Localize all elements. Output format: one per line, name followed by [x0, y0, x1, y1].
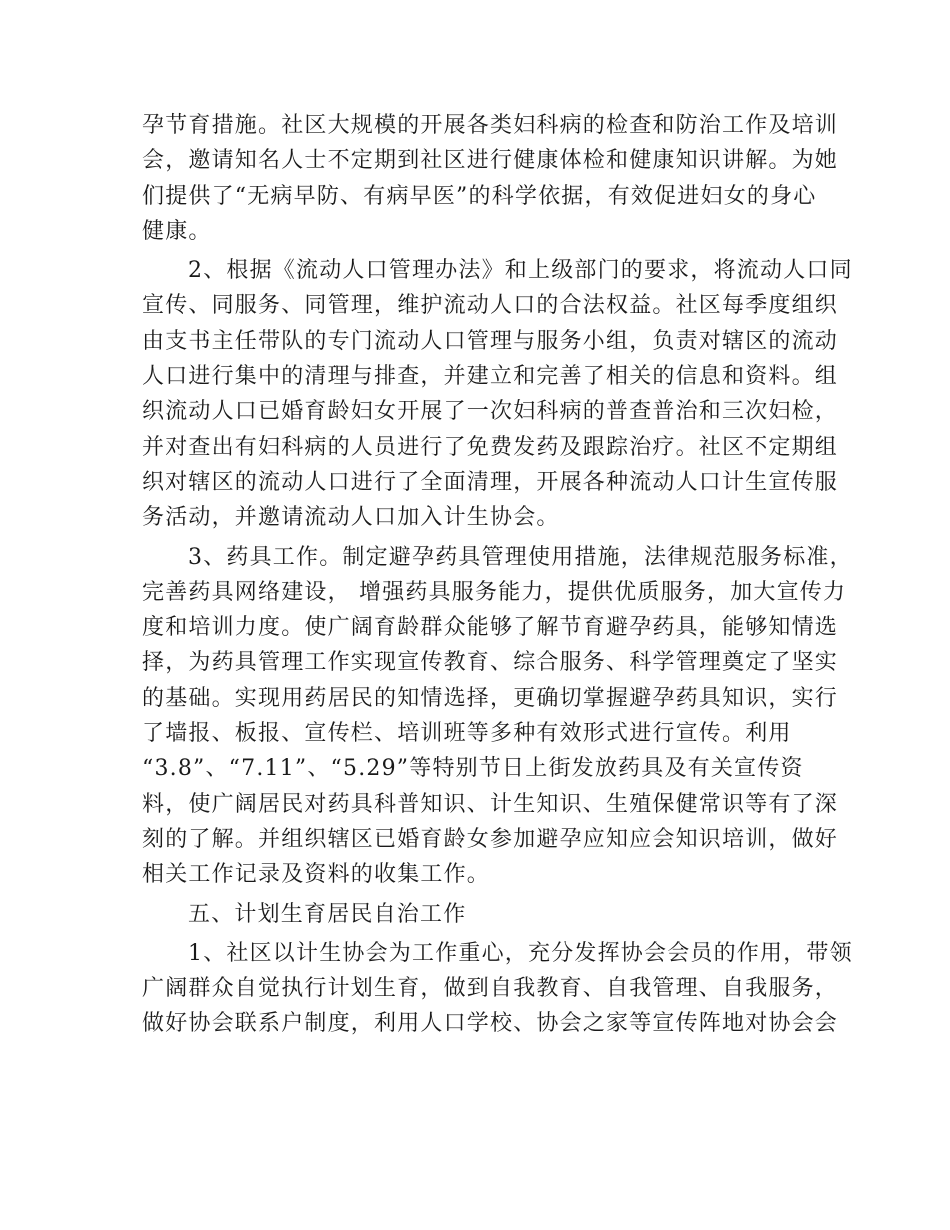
text-line: 刻的了解。并组织辖区已婚育龄女参加避孕应知应会知识培训，做好	[142, 826, 839, 852]
text-line: 了墙报、板报、宣传栏、培训班等多种有效形式进行宣传。利用	[142, 721, 792, 747]
text-line: 人口进行集中的清理与排查，并建立和完善了相关的信息和资料。组	[142, 364, 839, 390]
paragraph-start-line: 2、根据《流动人口管理办法》和上级部门的要求，将流动人口同	[188, 258, 853, 284]
text-line: 择，为药具管理工作实现宣传教育、综合服务、科学管理奠定了坚实	[142, 650, 839, 676]
text-line: 织对辖区的流动人口进行了全面清理，开展各种流动人口计生宣传服	[142, 469, 839, 495]
text-line: 相关工作记录及资料的收集工作。	[142, 862, 491, 888]
text-line: 的基础。实现用药居民的知情选择，更确切掌握避孕药具知识，实行	[142, 685, 839, 711]
text-line: “3.8”、“7.11”、“5.29”等特别节日上街发放药具及有关宣传资	[142, 756, 804, 782]
text-line: 度和培训力度。使广阔育龄群众能够了解节育避孕药具，能够知情选	[142, 615, 839, 641]
text-line: 宣传、同服务、同管理，维护流动人口的合法权益。社区每季度组织	[142, 293, 839, 319]
paragraph-start-line: 3、药具工作。制定避孕药具管理使用措施，法律规范服务标准，	[188, 544, 853, 570]
section-heading: 五、计划生育居民自治工作	[188, 901, 467, 927]
text-line: 做好协会联系户制度，利用人口学校、协会之家等宣传阵地对协会会	[142, 1011, 839, 1037]
document-body	[142, 108, 853, 1042]
paragraph-start-line: 1、社区以计生协会为工作重心，充分发挥协会会员的作用，带领	[188, 940, 853, 966]
text-line: 们提供了“无病早防、有病早医”的科学依据，有效促进妇女的身心	[142, 183, 817, 209]
text-line: 完善药具网络建设， 增强药具服务能力，提供优质服务，加大宣传力	[142, 579, 847, 605]
text-line: 广阔群众自觉执行计划生育，做到自我教育、自我管理、自我服务，	[142, 976, 839, 1002]
text-line: 并对查出有妇科病的人员进行了免费发药及跟踪治疗。社区不定期组	[142, 434, 839, 460]
text-line: 织流动人口已婚育龄妇女开展了一次妇科病的普查普治和三次妇检，	[142, 399, 839, 425]
text-line: 孕节育措施。社区大规模的开展各类妇科病的检查和防治工作及培训	[142, 113, 839, 138]
text-line: 会，邀请知名人士不定期到社区进行健康体检和健康知识讲解。为她	[142, 148, 839, 174]
text-line: 由支书主任带队的专门流动人口管理与服务小组，负责对辖区的流动	[142, 328, 839, 354]
text-line: 健康。	[142, 218, 212, 244]
text-line: 务活动，并邀请流动人口加入计生协会。	[142, 505, 560, 531]
text-line: 料，使广阔居民对药具科普知识、计生知识、生殖保健常识等有了深	[142, 791, 839, 817]
